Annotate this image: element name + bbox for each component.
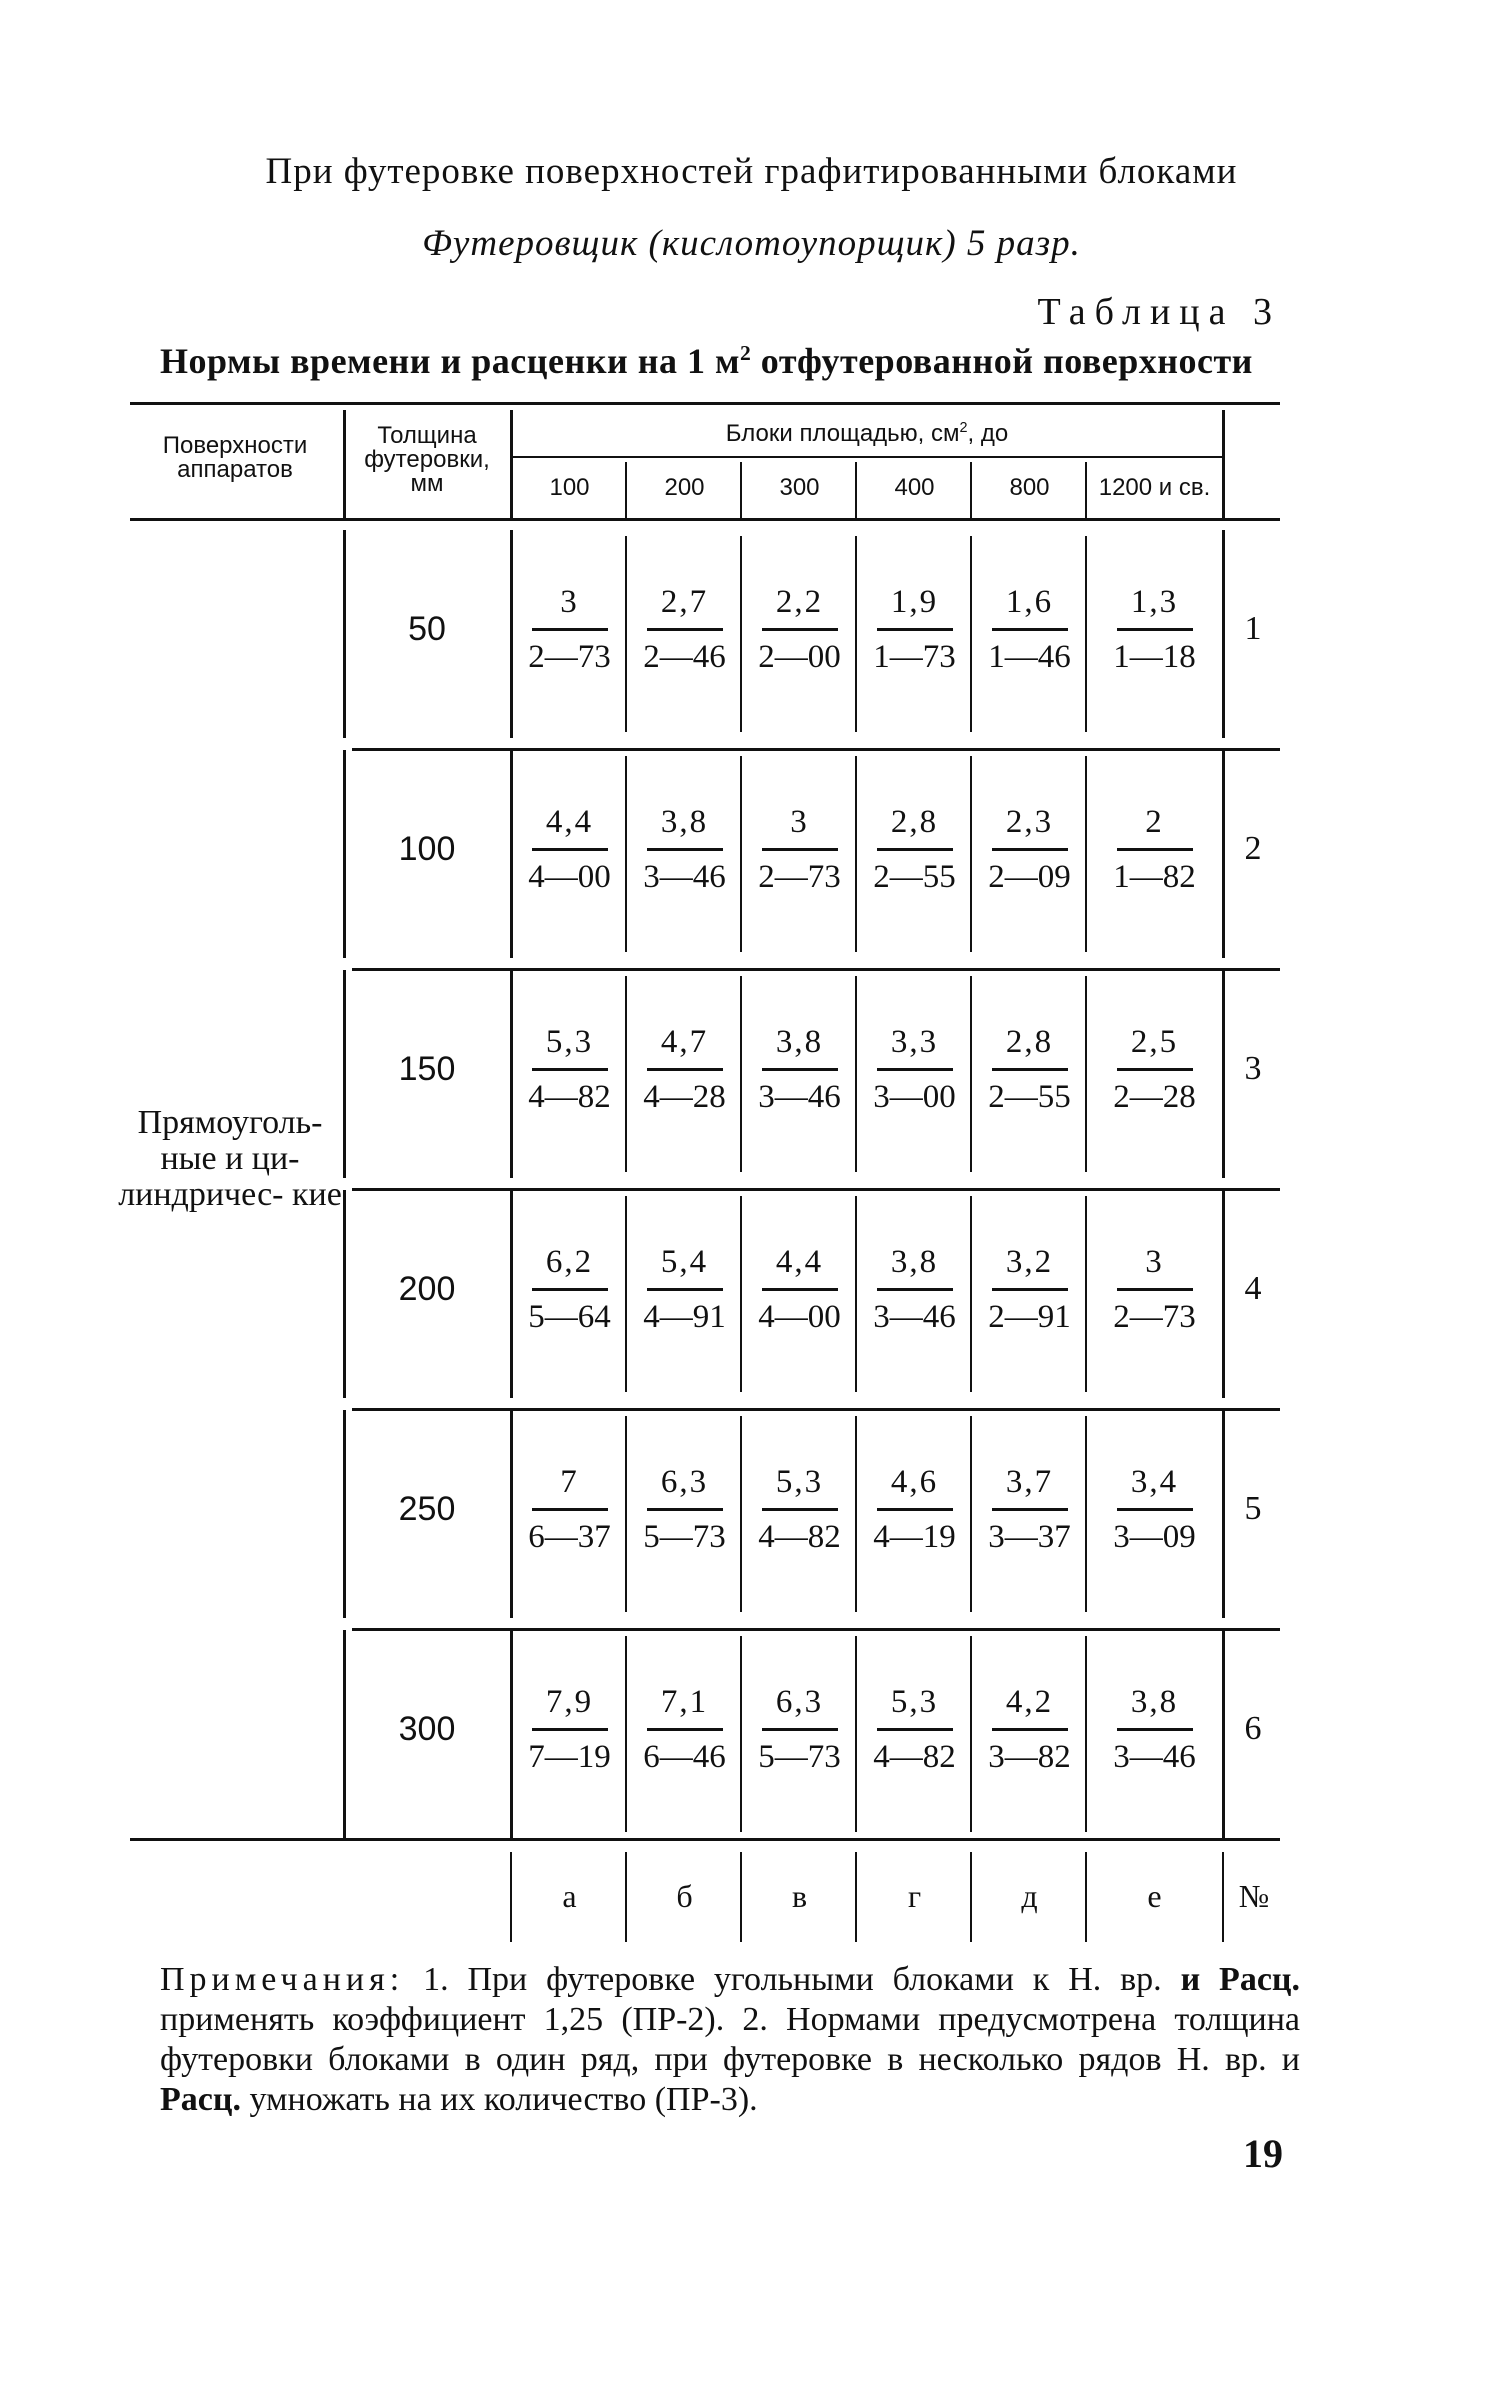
caption-text-end: отфутерованной поверхности [751, 341, 1253, 381]
row-col-divider [1085, 1416, 1087, 1612]
notes-text: применять коэффициент 1,25 (ПР-2). 2. Нормами предусмотрена толщина футеровки блоками в один ряд, при футеровке в несколько рядов Н. вр. и [160, 2001, 1300, 2078]
norm-rate-cell [1103, 582, 1207, 677]
notes-text: умножать на их количество (ПР-3). [240, 2081, 758, 2118]
norm-rate-cell [633, 582, 737, 677]
fraction-bar [992, 848, 1068, 851]
time-norm: 6,2 [545, 1244, 594, 1280]
fraction-bar [532, 1288, 608, 1291]
table-caption [160, 340, 1280, 382]
rate-value: 5—73 [643, 1519, 726, 1555]
thickness-value: 300 [398, 1710, 456, 1748]
header-thickness: Толщина футеровки, мм [364, 422, 490, 497]
norm-rate-cell [748, 582, 852, 677]
notes-title: Примечания: [160, 1961, 405, 1998]
time-norm: 3,4 [1130, 1464, 1179, 1500]
norm-rate-cell [518, 1022, 622, 1117]
row-divider [510, 1190, 513, 1398]
norm-rate-cell [1103, 1682, 1207, 1777]
column-letter: в [791, 1878, 808, 1914]
rate-value: 1—82 [1113, 859, 1196, 895]
norm-rate-cell [633, 1462, 737, 1557]
norm-rate-cell [748, 1242, 852, 1337]
row-number: 6 [1244, 1710, 1262, 1747]
row-col-divider [970, 1196, 972, 1392]
header-blocks-text: Блоки площадью, см [725, 420, 960, 447]
letter-divider [510, 1852, 512, 1942]
fraction-bar [877, 1068, 953, 1071]
rate-value: 3—46 [1113, 1739, 1196, 1775]
row-divider [343, 1190, 346, 1398]
table-label: Таблица 3 [1037, 291, 1281, 333]
fraction-bar [877, 1508, 953, 1511]
rate-value: 6—46 [643, 1739, 726, 1775]
row-rule [352, 1188, 1280, 1191]
norm-rate-cell [978, 582, 1082, 677]
fraction-bar [532, 848, 608, 851]
row-col-divider [1085, 536, 1087, 732]
fraction-bar [532, 628, 608, 631]
fraction-bar [532, 1508, 608, 1511]
column-letter: б [676, 1878, 693, 1914]
rate-value: 3—46 [873, 1299, 956, 1335]
header-blocks [512, 416, 1222, 446]
number-column-label: № [1238, 1878, 1270, 1914]
caption-sup: 2 [740, 341, 752, 365]
norm-rate-cell [863, 582, 967, 677]
norm-rate-cell [518, 802, 622, 897]
row-col-divider [740, 1416, 742, 1612]
heading-line-1: При футеровке поверхностей графитированными блоками [265, 151, 1238, 192]
rate-value: 4—00 [758, 1299, 841, 1335]
norm-rate-cell [633, 1682, 737, 1777]
row-divider [1222, 1630, 1225, 1838]
norm-rate-cell [518, 1462, 622, 1557]
fraction-bar [762, 848, 838, 851]
norm-rate-cell [863, 1462, 967, 1557]
rate-value: 5—64 [528, 1299, 611, 1335]
row-col-divider [625, 1196, 627, 1392]
time-norm: 3,8 [1130, 1684, 1179, 1720]
time-norm: 5,3 [890, 1684, 939, 1720]
row-col-divider [740, 976, 742, 1172]
row-divider [343, 530, 346, 738]
row-number: 4 [1244, 1270, 1262, 1307]
header-col-divider [855, 462, 857, 518]
norm-rate-cell [748, 1682, 852, 1777]
norm-rate-cell [978, 802, 1082, 897]
fraction-bar [1117, 1728, 1193, 1731]
row-col-divider [625, 1636, 627, 1832]
fraction-bar [532, 1728, 608, 1731]
time-norm: 5,3 [775, 1464, 824, 1500]
row-divider [510, 530, 513, 738]
norm-rate-cell [518, 1242, 622, 1337]
heading-line-2: Футеровщик (кислотоупорщик) 5 разр. [422, 223, 1081, 264]
thickness-value: 150 [398, 1050, 456, 1088]
rate-value: 1—73 [873, 639, 956, 675]
time-norm: 3,8 [660, 804, 709, 840]
rate-value: 2—09 [988, 859, 1071, 895]
row-col-divider [970, 536, 972, 732]
row-number: 3 [1244, 1050, 1262, 1087]
letter-divider [970, 1852, 972, 1942]
fraction-bar [877, 848, 953, 851]
row-col-divider [740, 1196, 742, 1392]
norm-rate-cell [978, 1242, 1082, 1337]
row-col-divider [1085, 756, 1087, 952]
norm-rate-cell [748, 802, 852, 897]
norm-rate-cell [748, 1022, 852, 1117]
rate-value: 3—82 [988, 1739, 1071, 1775]
norm-rate-cell [1103, 1022, 1207, 1117]
time-norm: 5,3 [545, 1024, 594, 1060]
rate-value: 6—37 [528, 1519, 611, 1555]
rate-value: 4—28 [643, 1079, 726, 1115]
rate-value: 2—46 [643, 639, 726, 675]
row-number: 1 [1244, 610, 1262, 647]
fraction-bar [1117, 1288, 1193, 1291]
time-norm: 2,7 [660, 584, 709, 620]
rate-value: 4—91 [643, 1299, 726, 1335]
row-col-divider [970, 976, 972, 1172]
time-norm: 5,4 [660, 1244, 709, 1280]
row-divider [1222, 1410, 1225, 1618]
rate-value: 7—19 [528, 1739, 611, 1775]
rate-value: 2—73 [528, 639, 611, 675]
row-col-divider [1085, 1636, 1087, 1832]
thickness-value: 250 [398, 1490, 456, 1528]
norm-rate-cell [518, 1682, 622, 1777]
norm-rate-cell [1103, 1462, 1207, 1557]
time-norm: 2,5 [1130, 1024, 1179, 1060]
norm-rate-cell [978, 1682, 1082, 1777]
rate-value: 4—82 [758, 1519, 841, 1555]
row-divider [343, 750, 346, 958]
rate-value: 2—55 [873, 859, 956, 895]
fraction-bar [762, 1508, 838, 1511]
fraction-bar [647, 1728, 723, 1731]
letter-divider [855, 1852, 857, 1942]
time-norm: 4,6 [890, 1464, 939, 1500]
caption-text: Нормы времени и расценки на 1 м [160, 341, 740, 381]
column-letter: д [1021, 1878, 1038, 1914]
fraction-bar [647, 1068, 723, 1071]
fraction-bar [992, 628, 1068, 631]
rate-value: 4—82 [528, 1079, 611, 1115]
notes-bold: Расц. [160, 2081, 241, 2118]
fraction-bar [877, 1728, 953, 1731]
norm-rate-cell [633, 1022, 737, 1117]
norm-rate-cell [1103, 1242, 1207, 1337]
row-col-divider [855, 1636, 857, 1832]
norm-rate-cell [633, 802, 737, 897]
block-size-header: 800 [1009, 474, 1050, 501]
rate-value: 2—00 [758, 639, 841, 675]
surface-label: Прямоуголь- ные и ци- линдричес- кие [118, 1104, 342, 1213]
rate-value: 4—19 [873, 1519, 956, 1555]
rate-value: 5—73 [758, 1739, 841, 1775]
header-col-divider [625, 462, 627, 518]
time-norm: 4,2 [1005, 1684, 1054, 1720]
time-norm: 6,3 [660, 1464, 709, 1500]
row-divider [1222, 750, 1225, 958]
table-bottom-rule [130, 1838, 1280, 1841]
row-divider [510, 970, 513, 1178]
row-col-divider [970, 756, 972, 952]
time-norm: 7,9 [545, 1684, 594, 1720]
fraction-bar [992, 1288, 1068, 1291]
norm-rate-cell [863, 802, 967, 897]
letter-divider [740, 1852, 742, 1942]
row-col-divider [625, 976, 627, 1172]
row-col-divider [855, 1416, 857, 1612]
row-divider [1222, 970, 1225, 1178]
fraction-bar [877, 628, 953, 631]
row-col-divider [1085, 1196, 1087, 1392]
norm-rate-cell [978, 1022, 1082, 1117]
notes [160, 1960, 1300, 2120]
norm-rate-cell [1103, 802, 1207, 897]
time-norm: 3 [560, 584, 579, 620]
norm-rate-cell [748, 1462, 852, 1557]
row-col-divider [855, 976, 857, 1172]
rate-value: 2—73 [1113, 1299, 1196, 1335]
header-col-divider [1085, 462, 1087, 518]
time-norm: 7 [560, 1464, 579, 1500]
rate-value: 2—55 [988, 1079, 1071, 1115]
page-number: 19 [1243, 2131, 1283, 2176]
rate-value: 2—28 [1113, 1079, 1196, 1115]
block-size-header: 1200 и св. [1098, 474, 1211, 501]
row-number: 2 [1244, 830, 1262, 867]
row-divider [343, 1630, 346, 1838]
rate-value: 4—00 [528, 859, 611, 895]
row-divider [510, 1630, 513, 1838]
row-col-divider [740, 1636, 742, 1832]
row-divider [1222, 1190, 1225, 1398]
column-letter: г [907, 1878, 922, 1914]
row-col-divider [625, 1416, 627, 1612]
time-norm: 7,1 [660, 1684, 709, 1720]
notes-bold: и Расц. [1180, 1961, 1301, 1998]
norm-rate-cell [863, 1242, 967, 1337]
blocks-subheader-rule [512, 456, 1222, 458]
thickness-value: 50 [408, 610, 446, 648]
header-col-divider [740, 462, 742, 518]
block-size-header: 200 [664, 474, 705, 501]
fraction-bar [647, 1508, 723, 1511]
rate-value: 3—00 [873, 1079, 956, 1115]
row-col-divider [625, 756, 627, 952]
header-divider [510, 410, 513, 518]
time-norm: 3,3 [890, 1024, 939, 1060]
letter-divider [1222, 1852, 1224, 1942]
time-norm: 3,8 [890, 1244, 939, 1280]
rate-value: 3—46 [758, 1079, 841, 1115]
letter-divider [625, 1852, 627, 1942]
fraction-bar [762, 1288, 838, 1291]
row-col-divider [855, 1196, 857, 1392]
table-header-rule [130, 518, 1280, 521]
rate-value: 1—18 [1113, 639, 1196, 675]
row-rule [352, 1628, 1280, 1631]
norm-rate-cell [863, 1022, 967, 1117]
fraction-bar [1117, 848, 1193, 851]
time-norm: 3 [1145, 1244, 1164, 1280]
time-norm: 6,3 [775, 1684, 824, 1720]
row-divider [510, 750, 513, 958]
fraction-bar [1117, 628, 1193, 631]
time-norm: 4,4 [545, 804, 594, 840]
row-col-divider [740, 536, 742, 732]
header-divider [343, 410, 346, 518]
norm-rate-cell [978, 1462, 1082, 1557]
time-norm: 4,7 [660, 1024, 709, 1060]
fraction-bar [647, 628, 723, 631]
block-size-header: 400 [894, 474, 935, 501]
block-size-header: 100 [549, 474, 590, 501]
block-size-header: 300 [779, 474, 820, 501]
row-col-divider [625, 536, 627, 732]
fraction-bar [1117, 1068, 1193, 1071]
row-rule [352, 748, 1280, 751]
row-rule [352, 968, 1280, 971]
rate-value: 3—46 [643, 859, 726, 895]
row-col-divider [970, 1416, 972, 1612]
fraction-bar [992, 1068, 1068, 1071]
column-letter: е [1147, 1878, 1162, 1914]
header-blocks-sup: 2 [959, 420, 968, 436]
rate-value: 3—37 [988, 1519, 1071, 1555]
letter-divider [1085, 1852, 1087, 1942]
row-divider [510, 1410, 513, 1618]
row-divider [343, 970, 346, 1178]
fraction-bar [532, 1068, 608, 1071]
thickness-value: 200 [398, 1270, 456, 1308]
fraction-bar [762, 628, 838, 631]
row-col-divider [855, 536, 857, 732]
time-norm: 2,3 [1005, 804, 1054, 840]
header-col-divider [970, 462, 972, 518]
header-divider [1222, 410, 1225, 518]
row-divider [343, 1410, 346, 1618]
time-norm: 2 [1145, 804, 1164, 840]
time-norm: 1,9 [890, 584, 939, 620]
row-col-divider [1085, 976, 1087, 1172]
time-norm: 3,8 [775, 1024, 824, 1060]
fraction-bar [877, 1288, 953, 1291]
notes-text: 1. При футеровке угольными блоками к Н. вр. [404, 1961, 1162, 1998]
fraction-bar [992, 1728, 1068, 1731]
time-norm: 2,8 [890, 804, 939, 840]
fraction-bar [1117, 1508, 1193, 1511]
rate-value: 4—82 [873, 1739, 956, 1775]
time-norm: 2,2 [775, 584, 824, 620]
fraction-bar [992, 1508, 1068, 1511]
header-blocks-text-end: , до [967, 420, 1009, 447]
fraction-bar [647, 1288, 723, 1291]
time-norm: 4,4 [775, 1244, 824, 1280]
time-norm: 1,3 [1130, 584, 1179, 620]
rate-value: 2—91 [988, 1299, 1071, 1335]
table-top-rule [130, 402, 1280, 405]
row-col-divider [970, 1636, 972, 1832]
row-number: 5 [1244, 1490, 1262, 1527]
time-norm: 3,2 [1005, 1244, 1054, 1280]
time-norm: 3 [790, 804, 809, 840]
norm-rate-cell [633, 1242, 737, 1337]
fraction-bar [762, 1728, 838, 1731]
column-letter: а [562, 1878, 577, 1914]
header-surface: Поверхности аппаратов [162, 432, 308, 483]
row-rule [352, 1408, 1280, 1411]
rate-value: 1—46 [988, 639, 1071, 675]
time-norm: 1,6 [1005, 584, 1054, 620]
fraction-bar [647, 848, 723, 851]
row-col-divider [855, 756, 857, 952]
thickness-value: 100 [398, 830, 456, 868]
row-col-divider [740, 756, 742, 952]
fraction-bar [762, 1068, 838, 1071]
rate-value: 2—73 [758, 859, 841, 895]
norm-rate-cell [518, 582, 622, 677]
time-norm: 2,8 [1005, 1024, 1054, 1060]
row-divider [1222, 530, 1225, 738]
time-norm: 3,7 [1005, 1464, 1054, 1500]
norm-rate-cell [863, 1682, 967, 1777]
rate-value: 3—09 [1113, 1519, 1196, 1555]
